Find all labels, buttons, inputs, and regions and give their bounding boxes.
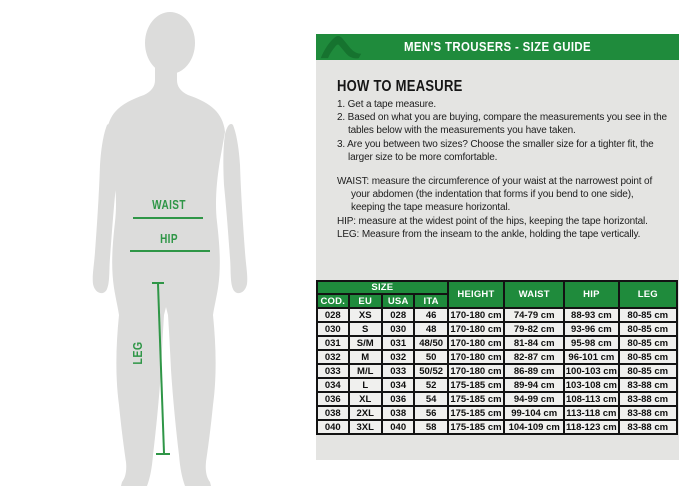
table-cell: 118-123 cm: [566, 421, 617, 433]
table-cell: 032: [383, 351, 414, 363]
table-cell: 80-85 cm: [620, 323, 676, 335]
table-cell: 170-180 cm: [450, 351, 502, 363]
table-cell: 031: [318, 337, 348, 349]
measure-definition: WAIST: measure the circumference of your waist at the narrowest point of your abdomen (the indentation that forms if you bend to one side), keeping the tape measure horizontal.: [337, 176, 653, 214]
table-cell: 80-85 cm: [620, 365, 676, 377]
table-cell: 033: [383, 365, 414, 377]
body-figure-area: [0, 0, 310, 495]
table-cell: 036: [318, 393, 348, 405]
table-cell: 99-104 cm: [505, 407, 563, 419]
table-cell: 89-94 cm: [505, 379, 563, 391]
table-cell: 80-85 cm: [620, 351, 676, 363]
table-cell: 96-101 cm: [565, 351, 617, 363]
table-cell: 80-85 cm: [620, 309, 676, 321]
table-cell: 175-185 cm: [450, 407, 502, 419]
table-cell: 95-98 cm: [565, 337, 617, 349]
size-table: [316, 280, 678, 435]
table-cell: 88-93 cm: [565, 309, 617, 321]
table-cell: 52: [415, 379, 446, 391]
table-cell: 82-87 cm: [505, 351, 563, 363]
col-header-eu: EU: [350, 295, 381, 307]
table-cell: S/M: [350, 337, 381, 349]
table-cell: 2XL: [350, 407, 381, 419]
table-cell: 93-96 cm: [565, 323, 617, 335]
table-cell: 79-82 cm: [505, 323, 563, 335]
leg-label: LEG: [131, 341, 145, 365]
table-row: [318, 337, 676, 349]
instruction-step: 2. Based on what you are buying, compare the measurements you see in the tables below with the measurements you have taken.: [337, 112, 667, 137]
how-to-measure-heading: HOW TO MEASURE: [337, 78, 463, 95]
col-header-hip: HIP: [565, 282, 617, 307]
table-cell: S: [350, 323, 381, 335]
size-table-header: [318, 282, 676, 307]
table-cell: 104-109 cm: [505, 421, 563, 433]
measure-definition: LEG: Measure from the inseam to the ankle, holding the tape vertically.: [337, 228, 641, 240]
table-row: [318, 309, 676, 321]
table-cell: 036: [383, 393, 414, 405]
table-cell: 175-185 cm: [450, 379, 502, 391]
table-cell: XL: [350, 393, 381, 405]
table-cell: 56: [415, 407, 446, 419]
male-silhouette: [0, 0, 310, 495]
table-row: [318, 421, 676, 433]
table-cell: 50: [415, 351, 446, 363]
table-cell: 80-85 cm: [620, 337, 676, 349]
table-cell: 033: [318, 365, 348, 377]
table-cell: 175-185 cm: [450, 421, 502, 433]
table-cell: 83-88 cm: [620, 379, 676, 391]
guide-panel: [316, 34, 679, 460]
table-row: [318, 351, 676, 363]
table-cell: 83-88 cm: [620, 393, 676, 405]
table-cell: XS: [350, 309, 381, 321]
table-cell: 034: [318, 379, 348, 391]
table-cell: 54: [415, 393, 446, 405]
table-row: [318, 407, 676, 419]
col-header-cod: COD.: [318, 295, 348, 307]
table-cell: 040: [383, 421, 414, 433]
table-cell: 170-180 cm: [450, 309, 502, 321]
table-cell: 94-99 cm: [505, 393, 563, 405]
table-cell: 028: [383, 309, 414, 321]
table-cell: 038: [318, 407, 348, 419]
instruction-step: 3. Are you between two sizes? Choose the smaller size for a tighter fit, the larger size to be more comfortable.: [337, 138, 654, 163]
table-cell: M: [350, 351, 381, 363]
waist-label: WAIST: [152, 198, 186, 212]
col-header-usa: USA: [383, 295, 414, 307]
table-cell: 031: [383, 337, 414, 349]
col-header-ita: ITA: [415, 295, 446, 307]
table-row: [318, 393, 676, 405]
col-header-height: HEIGHT: [449, 282, 503, 307]
size-table-body: [318, 309, 676, 433]
panel-title: MEN'S TROUSERS - SIZE GUIDE: [403, 39, 592, 54]
table-cell: 83-88 cm: [620, 407, 676, 419]
table-cell: 030: [383, 323, 414, 335]
col-header-waist: WAIST: [505, 282, 563, 307]
instruction-step: 1. Get a tape measure.: [337, 99, 436, 110]
table-cell: 040: [318, 421, 348, 433]
size-group-header: SIZE: [318, 282, 447, 293]
table-cell: 108-113 cm: [566, 393, 617, 405]
table-cell: 74-79 cm: [505, 309, 563, 321]
table-row: [318, 365, 676, 377]
table-cell: 028: [318, 309, 348, 321]
table-cell: 86-89 cm: [505, 365, 563, 377]
table-cell: 48/50: [415, 337, 446, 349]
table-cell: 038: [383, 407, 414, 419]
table-cell: M/L: [350, 365, 381, 377]
table-cell: 113-118 cm: [566, 407, 617, 419]
table-cell: 103-108 cm: [565, 379, 617, 391]
table-cell: 170-180 cm: [450, 323, 502, 335]
measure-definitions: [337, 175, 667, 241]
table-cell: 030: [318, 323, 348, 335]
panel-header: [316, 34, 679, 60]
measure-definition: HIP: measure at the widest point of the hips, keeping the tape horizontal.: [337, 215, 648, 227]
table-cell: 50/52: [415, 365, 446, 377]
table-cell: 46: [415, 309, 446, 321]
table-cell: L: [350, 379, 381, 391]
table-cell: 81-84 cm: [505, 337, 563, 349]
table-cell: 100-103 cm: [565, 365, 617, 377]
instruction-steps: [337, 98, 667, 164]
col-header-leg: LEG: [620, 282, 676, 307]
table-row: [318, 323, 676, 335]
table-cell: 3XL: [350, 421, 381, 433]
table-cell: 83-88 cm: [620, 421, 676, 433]
table-cell: 170-180 cm: [450, 337, 502, 349]
table-cell: 58: [415, 421, 446, 433]
table-cell: 034: [383, 379, 414, 391]
table-cell: 175-185 cm: [450, 393, 502, 405]
table-cell: 032: [318, 351, 348, 363]
table-row: [318, 379, 676, 391]
hip-label: HIP: [160, 232, 178, 246]
table-cell: 48: [415, 323, 446, 335]
table-cell: 170-180 cm: [450, 365, 502, 377]
